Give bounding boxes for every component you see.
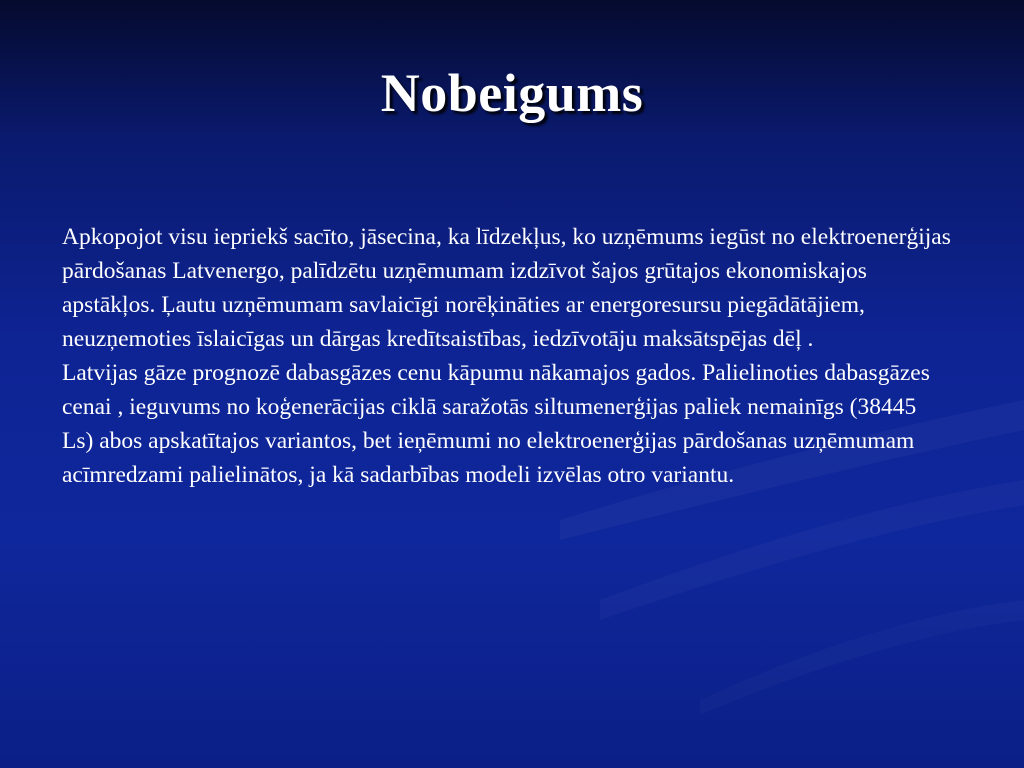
- paragraph-summary: Apkopojot visu iepriekš sacīto, jāsecina, ka līdzekļus, ko uzņēmums iegūst no elektroenerģijas pārdošanas Latvenergo, palīdzētu uzņēmumam izdzīvot šajos grūtajos ekonomiskajos apstākļos. Ļautu uzņēmumam savlaicīgi norēķināties ar energoresursu piegādātājiem, neuzņemoties īslaicīgas un dārgas kredītsaistības, iedzīvotāju maksātspējas dēļ .: [62, 224, 951, 352]
- paragraph-gas-forecast: Latvijas gāze prognozē dabasgāzes cenu kāpumu nākamajos gados. Palielinoties dabasgāzes cenai , ieguvums no koģenerācijas ciklā saražotās siltumenerģijas paliek nemainīgs (38445 Ls) abos apskatītajos variantos, bet ieņēmumi no elektroenerģijas pārdošanas uzņēmumam acīmredzami palielinātos, ja kā sadarbības modeli izvēlas otro variantu.: [62, 360, 930, 488]
- slide-body-text: [62, 220, 952, 492]
- slide-title: Nobeigums: [380, 63, 644, 123]
